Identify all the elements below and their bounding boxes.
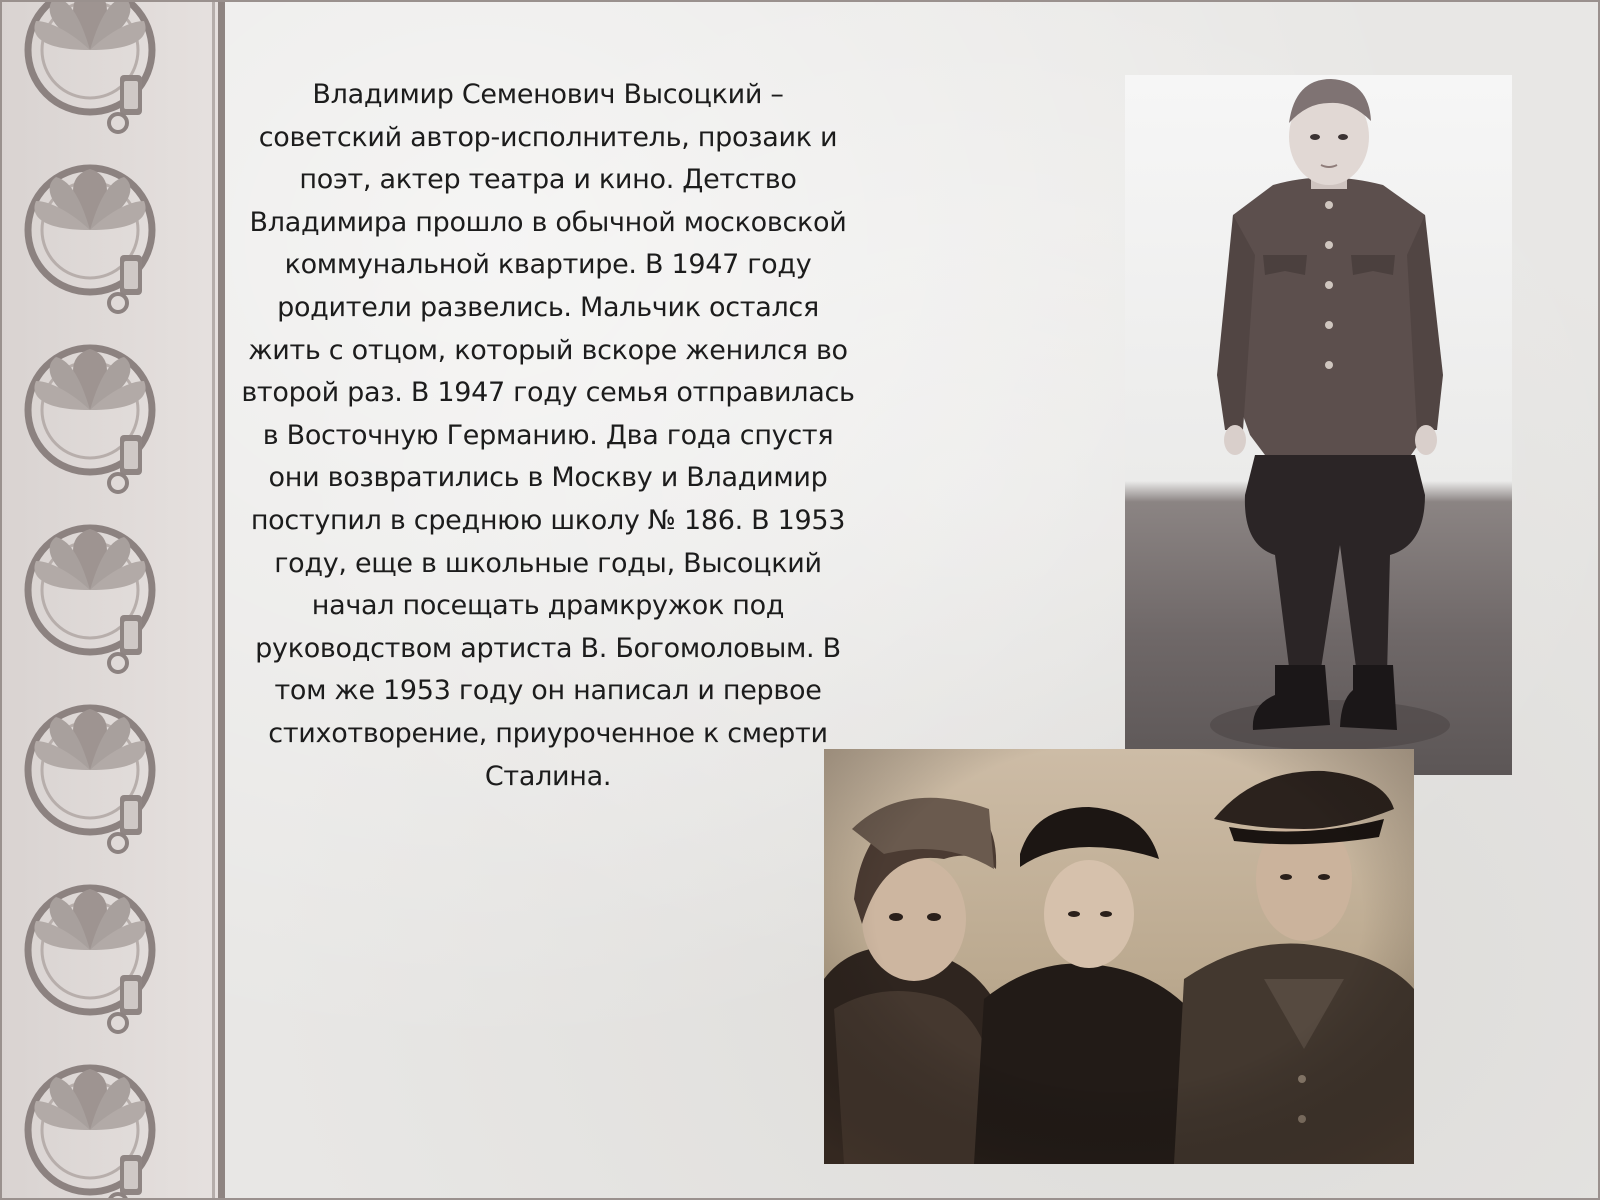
ornamental-border (0, 0, 225, 1200)
biography-paragraph: Владимир Семенович Высоцкий – советский автор-исполнитель, прозаик и поэт, актер театра и кино. Детство Владимира прошло в обычной московской коммунальной квартире. В 1947 году родители развелись. Мальчик остался жить с отцом, который вскоре женился во второй раз. В 1947 году семья отправилась в Восточную Германию. Два года спустя они возвратились в Москву и Владимир поступил в среднюю школу № 186. В 1953 году, еще в школьные годы, Высоцкий начал посещать драмкружок под руководством артиста В. Богомоловым. В том же 1953 году он написал и первое стихотворение, приуроченное к смерти Сталина. (241, 79, 855, 792)
photo-boy-in-uniform (1125, 75, 1512, 775)
photo-family-portrait (824, 749, 1414, 1164)
